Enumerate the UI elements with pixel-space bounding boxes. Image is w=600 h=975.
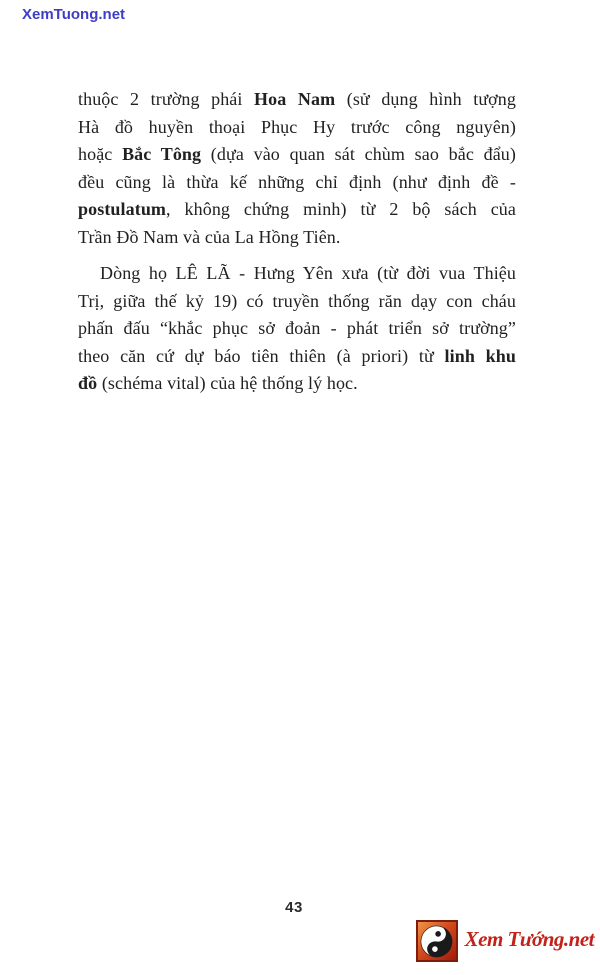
text: hoặc (78, 144, 123, 164)
text-line (78, 343, 516, 371)
text-line (78, 260, 516, 288)
text: , không chứng minh) từ 2 bộ sách của (166, 199, 516, 219)
text: (schéma vital) của hệ thống lý học. (97, 373, 358, 393)
text-line (78, 196, 516, 224)
text: Dòng họ LÊ LÃ - Hưng Yên xưa (từ đời vua Thiệu (100, 263, 516, 283)
site-link[interactable]: XemTuong.net (22, 6, 126, 23)
text: đều cũng là thừa kế những chỉ định (như định đề - (78, 171, 516, 192)
text-line (78, 288, 516, 316)
paragraph (78, 260, 516, 398)
text-line (78, 141, 516, 169)
page-text (78, 86, 516, 398)
bold-text: đồ (78, 373, 98, 393)
site-logo[interactable] (416, 920, 594, 962)
text: thuộc 2 trường phái (78, 89, 255, 109)
text: theo căn cứ dự báo tiên thiên (à priori) từ (78, 345, 445, 366)
text-line (78, 370, 516, 398)
text-line (78, 169, 516, 197)
yin-yang-icon (416, 920, 458, 962)
text-line (78, 86, 516, 114)
bold-text: Bắc Tông (122, 144, 202, 164)
bold-text: postulatum (78, 199, 167, 219)
bold-text: linh khu (444, 345, 516, 366)
page-number: 43 (285, 899, 303, 916)
text: Trị, giữa thế kỷ 19) có truyền thống răn dạy con cháu (78, 290, 516, 311)
text: (dựa vào quan sát chùm sao bắc đẩu) (201, 144, 516, 164)
paragraph (78, 86, 516, 251)
text: Trần Đồ Nam và của La Hồng Tiên. (78, 226, 341, 247)
text: phấn đấu “khắc phục sở đoản - phát triển sở trường” (78, 318, 516, 338)
logo-text: Xem Tướng.net (464, 926, 594, 951)
bold-text: Hoa Nam (254, 89, 336, 109)
text-line (78, 315, 516, 343)
text: Hà đồ huyền thoại Phục Hy trước công nguyên) (78, 116, 516, 137)
text-line (78, 114, 516, 142)
text: (sử dụng hình tượng (335, 89, 517, 109)
text-line (78, 224, 516, 252)
